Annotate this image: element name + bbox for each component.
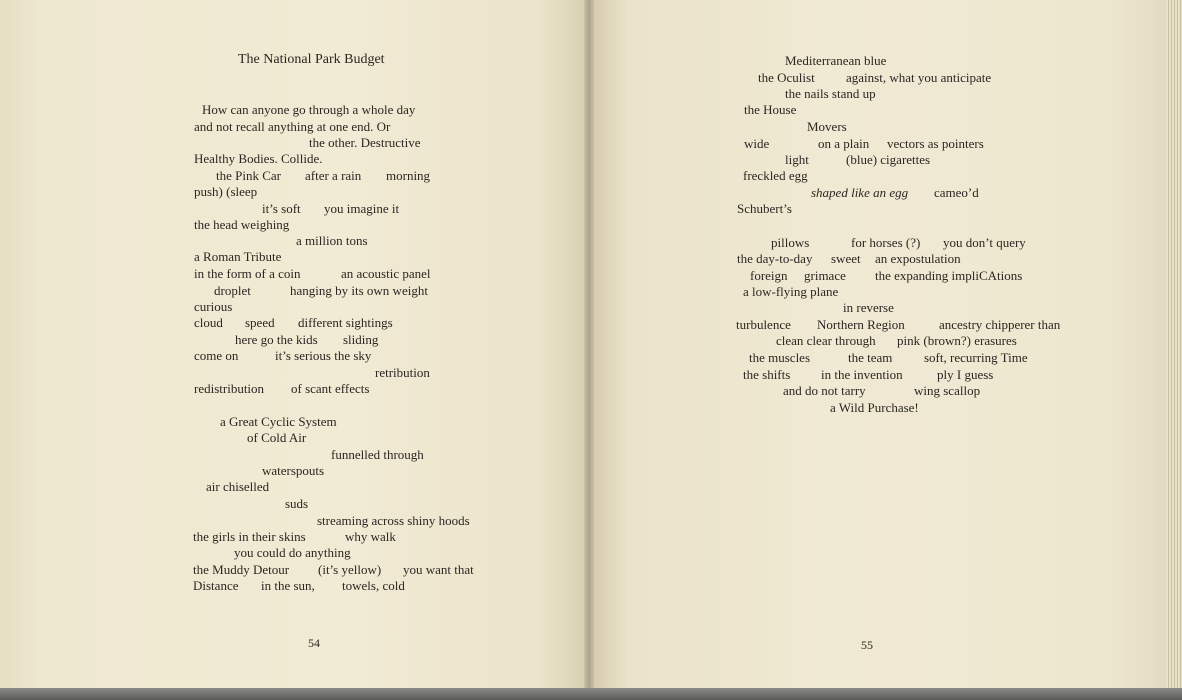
- poem-line: the nails stand up: [785, 86, 876, 101]
- poem-line: on a plain: [818, 136, 870, 151]
- poem-line: the team: [848, 350, 893, 365]
- poem-line: in the sun,: [261, 578, 315, 593]
- poem-line: why walk: [345, 529, 396, 544]
- poem-line: hanging by its own weight: [290, 283, 428, 298]
- poem-line: the Pink Car: [216, 168, 281, 183]
- poem-line: and not recall anything at one end. Or: [194, 119, 391, 134]
- poem-line: ancestry chipperer than: [939, 317, 1061, 332]
- poem-line: sweet: [831, 251, 861, 266]
- poem-line: you could do anything: [234, 545, 351, 560]
- poem-line: waterspouts: [262, 463, 325, 478]
- poem-line: of scant effects: [291, 381, 370, 396]
- poem-line: a Roman Tribute: [194, 249, 282, 264]
- poem-line: the Muddy Detour: [193, 562, 290, 577]
- poem-line: the House: [744, 102, 797, 117]
- poem-line: push) (sleep: [194, 184, 258, 199]
- poem-line: (blue) cigarettes: [846, 152, 931, 167]
- poem-line: the Oculist: [758, 70, 815, 85]
- poem-line: for horses (?): [851, 235, 921, 250]
- poem-line: freckled egg: [743, 168, 808, 183]
- poem-line: against, what you anticipate: [846, 70, 992, 85]
- poem-line: pink (brown?) erasures: [897, 333, 1017, 348]
- poem-line: an expostulation: [875, 251, 961, 266]
- poem-line: an acoustic panel: [341, 266, 431, 281]
- right-page: [594, 0, 1166, 690]
- poem-line: the muscles: [749, 350, 811, 365]
- poem-line: vectors as pointers: [887, 136, 984, 151]
- poem-line: turbulence: [736, 317, 791, 332]
- poem-line: grimace: [804, 268, 846, 283]
- poem-line: a Great Cyclic System: [220, 414, 337, 429]
- poem-line: [811, 185, 908, 201]
- poem-line: of Cold Air: [247, 430, 307, 445]
- left-page: [0, 0, 586, 690]
- poem-line: it’s soft: [262, 201, 301, 216]
- page-block-edge: [1166, 0, 1182, 700]
- poem-line: morning: [386, 168, 431, 183]
- poem-line: come on: [194, 348, 239, 363]
- poem-line: soft, recurring Time: [924, 350, 1028, 365]
- poem-line: streaming across shiny hoods: [317, 513, 470, 528]
- poem-line: in reverse: [843, 300, 894, 315]
- poem-line: speed: [245, 315, 275, 330]
- poem-line: redistribution: [194, 381, 265, 396]
- poem-line: Healthy Bodies. Collide.: [194, 151, 323, 166]
- poem-line: Schubert’s: [737, 201, 792, 216]
- poem-line: cloud: [194, 315, 223, 330]
- poem-line: cameo’d: [934, 185, 979, 200]
- poem-line: a low-flying plane: [743, 284, 839, 299]
- page-number: 54: [308, 636, 320, 650]
- poem-line: curious: [194, 299, 233, 314]
- poem-line: here go the kids: [235, 332, 318, 347]
- poem-line: Mediterranean blue: [785, 53, 887, 68]
- poem-line: the other. Destructive: [309, 135, 421, 150]
- poem-line: funnelled through: [331, 447, 424, 462]
- poem-line: Northern Region: [817, 317, 905, 332]
- poem-line: the shifts: [743, 367, 791, 382]
- poem-line: air chiselled: [206, 479, 270, 494]
- poem-line: ply I guess: [937, 367, 994, 382]
- poem-line: pillows: [771, 235, 810, 250]
- poem-line: wide: [744, 136, 770, 151]
- poem-line: Movers: [807, 119, 847, 134]
- poem-line: a million tons: [296, 233, 368, 248]
- poem-line: in the form of a coin: [194, 266, 301, 281]
- poem-line: after a rain: [305, 168, 362, 183]
- poem-line: foreign: [750, 268, 788, 283]
- poem-line: it’s serious the sky: [275, 348, 372, 363]
- italic-phrase: shaped like an egg: [811, 185, 909, 200]
- poem-line: clean clear through: [776, 333, 876, 348]
- poem-line: the girls in their skins: [193, 529, 306, 544]
- book-cover-edge: [0, 688, 1182, 700]
- poem-line: retribution: [375, 365, 430, 380]
- poem-line: wing scallop: [914, 383, 981, 398]
- poem-line: the day-to-day: [737, 251, 813, 266]
- poem-line: How can anyone go through a whole day: [202, 102, 416, 117]
- poem-line: and do not tarry: [783, 383, 866, 398]
- poem-line: you want that: [403, 562, 474, 577]
- page-number: 55: [861, 638, 873, 652]
- poem-line: the expanding impliCAtions: [875, 268, 1023, 283]
- poem-line: the head weighing: [194, 217, 290, 232]
- poem-line: light: [785, 152, 809, 167]
- poem-line: you don’t query: [943, 235, 1026, 250]
- poem-line: different sightings: [298, 315, 393, 330]
- poem-title: The National Park Budget: [238, 52, 385, 67]
- poem-line: in the invention: [821, 367, 903, 382]
- poem-line: towels, cold: [342, 578, 405, 593]
- poem-line: droplet: [214, 283, 251, 298]
- poem-line: a Wild Purchase!: [830, 400, 919, 415]
- poem-line: you imagine it: [324, 201, 400, 216]
- poem-line: Distance: [193, 578, 239, 593]
- poem-line: sliding: [343, 332, 379, 347]
- poem-line: (it’s yellow): [318, 562, 382, 577]
- poem-line: suds: [285, 496, 309, 511]
